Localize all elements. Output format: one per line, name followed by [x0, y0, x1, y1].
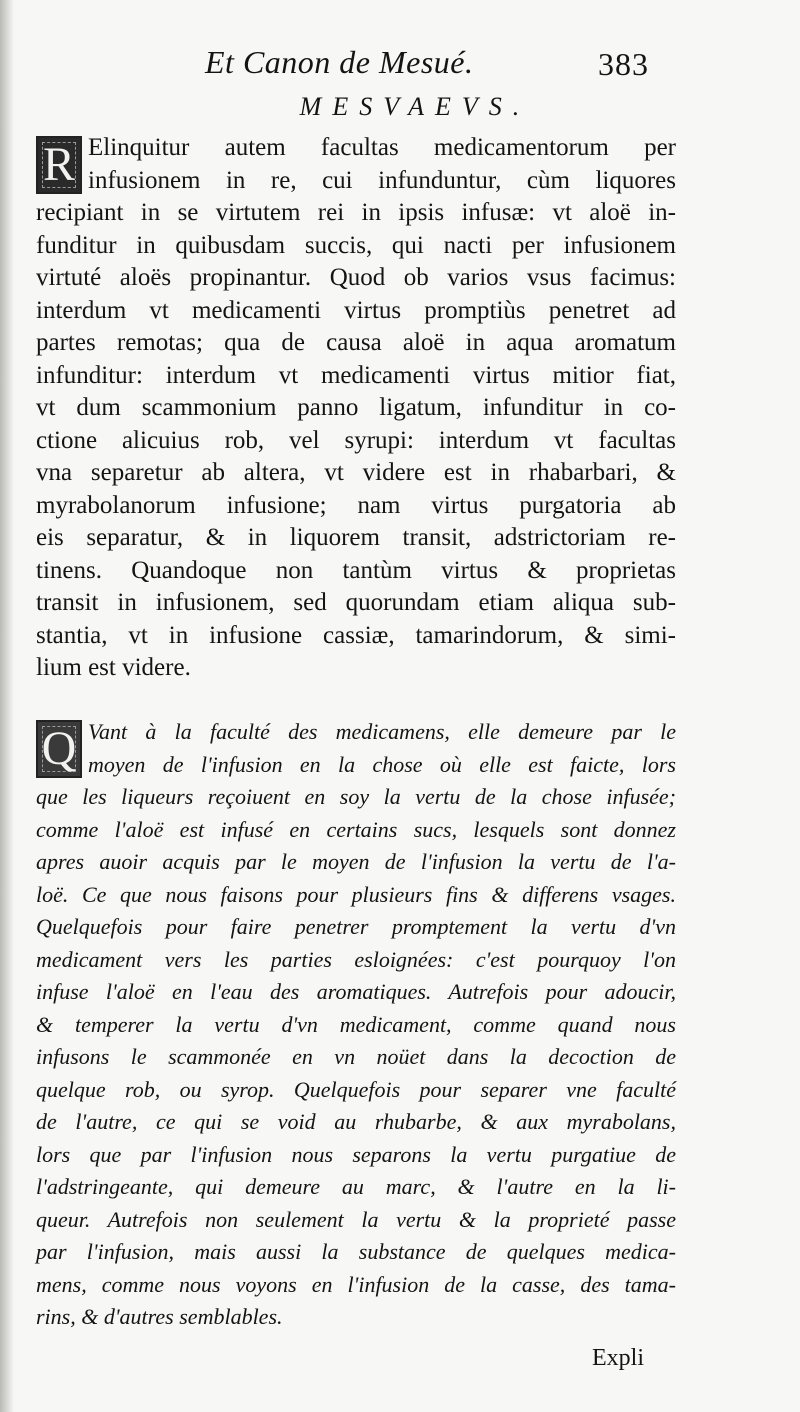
drop-cap-letter: R: [42, 138, 75, 191]
text-line: de l'autre, ce qui se void au rhubarbe, & aux myrabolans,: [36, 1109, 676, 1134]
text-line: virtuté aloës propinantur. Quod ob varios vsus facimus:: [36, 264, 676, 291]
page-header: [0, 38, 800, 88]
text-line: lium est videre.: [36, 654, 191, 681]
drop-cap-letter: Q: [41, 722, 77, 775]
text-line: infusons le scammonée en vn noüet dans la decoction de: [36, 1044, 676, 1069]
running-title: Et Canon de Mesué.: [205, 44, 474, 80]
text-line: infunditur: interdum vt medicamenti virtus mitior fiat,: [36, 361, 676, 389]
text-line: infusionem in re, cui infunduntur, cùm liquores: [88, 166, 676, 194]
text-line: comme l'aloë est infusé en certains sucs, lesquels sont donnez: [36, 816, 676, 842]
drop-cap-latin: [36, 136, 82, 194]
text-line: lors que par l'infusion nous separons la vertu purgatiue de: [36, 1141, 676, 1167]
text-line: partes remotas; qua de causa aloë in aqua aromatum: [36, 329, 676, 356]
text-line: loë. Ce que nous faisons pour plusieurs fins & differens vsages.: [36, 881, 676, 907]
text-line: funditur in quibusdam succis, qui nacti per infusionem: [36, 231, 676, 259]
latin-paragraph: [36, 132, 676, 685]
text-line: que les liqueurs reçoiuent en soy la vertu de la chose infusée;: [36, 784, 676, 809]
text-line: rins, & d'autres semblables.: [36, 1304, 283, 1329]
text-line: Elinquitur autem facultas medicamentorum per: [88, 134, 676, 161]
text-line: apres auoir acquis par le moyen de l'infusion la vertu de l'a-: [36, 849, 676, 874]
text-line: transit in infusionem, sed quorundam etiam aliqua sub-: [36, 589, 676, 616]
text-line: recipiant in se virtutem rei in ipsis infusæ: vt aloë in-: [36, 199, 676, 226]
text-line: par l'infusion, mais aussi la substance de quelques medica-: [36, 1239, 676, 1264]
drop-cap-french: [36, 720, 82, 778]
text-line: eis separatur, & in liquorem transit, adstrictoriam re-: [36, 524, 676, 551]
text-line: tinens. Quandoque non tantùm virtus & proprietas: [36, 556, 676, 584]
french-paragraph: [36, 716, 676, 1334]
text-line: queur. Autrefois non seulement la vertu & la proprieté passe: [36, 1206, 676, 1232]
text-line: mens, comme nous voyons en l'infusion de la casse, des tama-: [36, 1271, 676, 1297]
text-line: vt dum scammonium panno ligatum, infunditur in co-: [36, 394, 676, 421]
text-line: Quelquefois pour faire penetrer promptement la vertu d'vn: [36, 914, 676, 939]
text-line: ctione alicuius rob, vel syrupi: interdum vt facultas: [36, 426, 676, 454]
section-heading: MESVAEVS.: [299, 92, 531, 121]
text-line: medicament vers les parties esloignées: c'est pourquoy l'on: [36, 946, 676, 972]
text-line: myrabolanorum infusione; nam virtus purgatoria ab: [36, 491, 676, 519]
page-number: 383: [598, 46, 649, 82]
text-line: & temperer la vertu d'vn medicament, comme quand nous: [36, 1011, 676, 1037]
text-line: stantia, vt in infusione cassiæ, tamarindorum, & simi-: [36, 621, 676, 649]
text-line: Vant à la faculté des medicamens, elle demeure par le: [88, 719, 676, 744]
text-line: interdum vt medicamenti virtus promptiùs penetret ad: [36, 296, 676, 324]
text-line: vna separetur ab altera, vt videre est in rhabarbari, &: [36, 459, 676, 486]
text-line: quelque rob, ou syrop. Quelquefois pour separer vne faculté: [36, 1076, 676, 1102]
text-line: infuse l'aloë en l'eau des aromatiques. Autrefois pour adoucir,: [36, 979, 676, 1004]
text-line: l'adstringeante, qui demeure au marc, & l'autre en la li-: [36, 1174, 676, 1199]
catchword: Expli: [592, 1345, 644, 1371]
text-line: moyen de l'infusion en la chose où elle est faicte, lors: [88, 751, 676, 777]
